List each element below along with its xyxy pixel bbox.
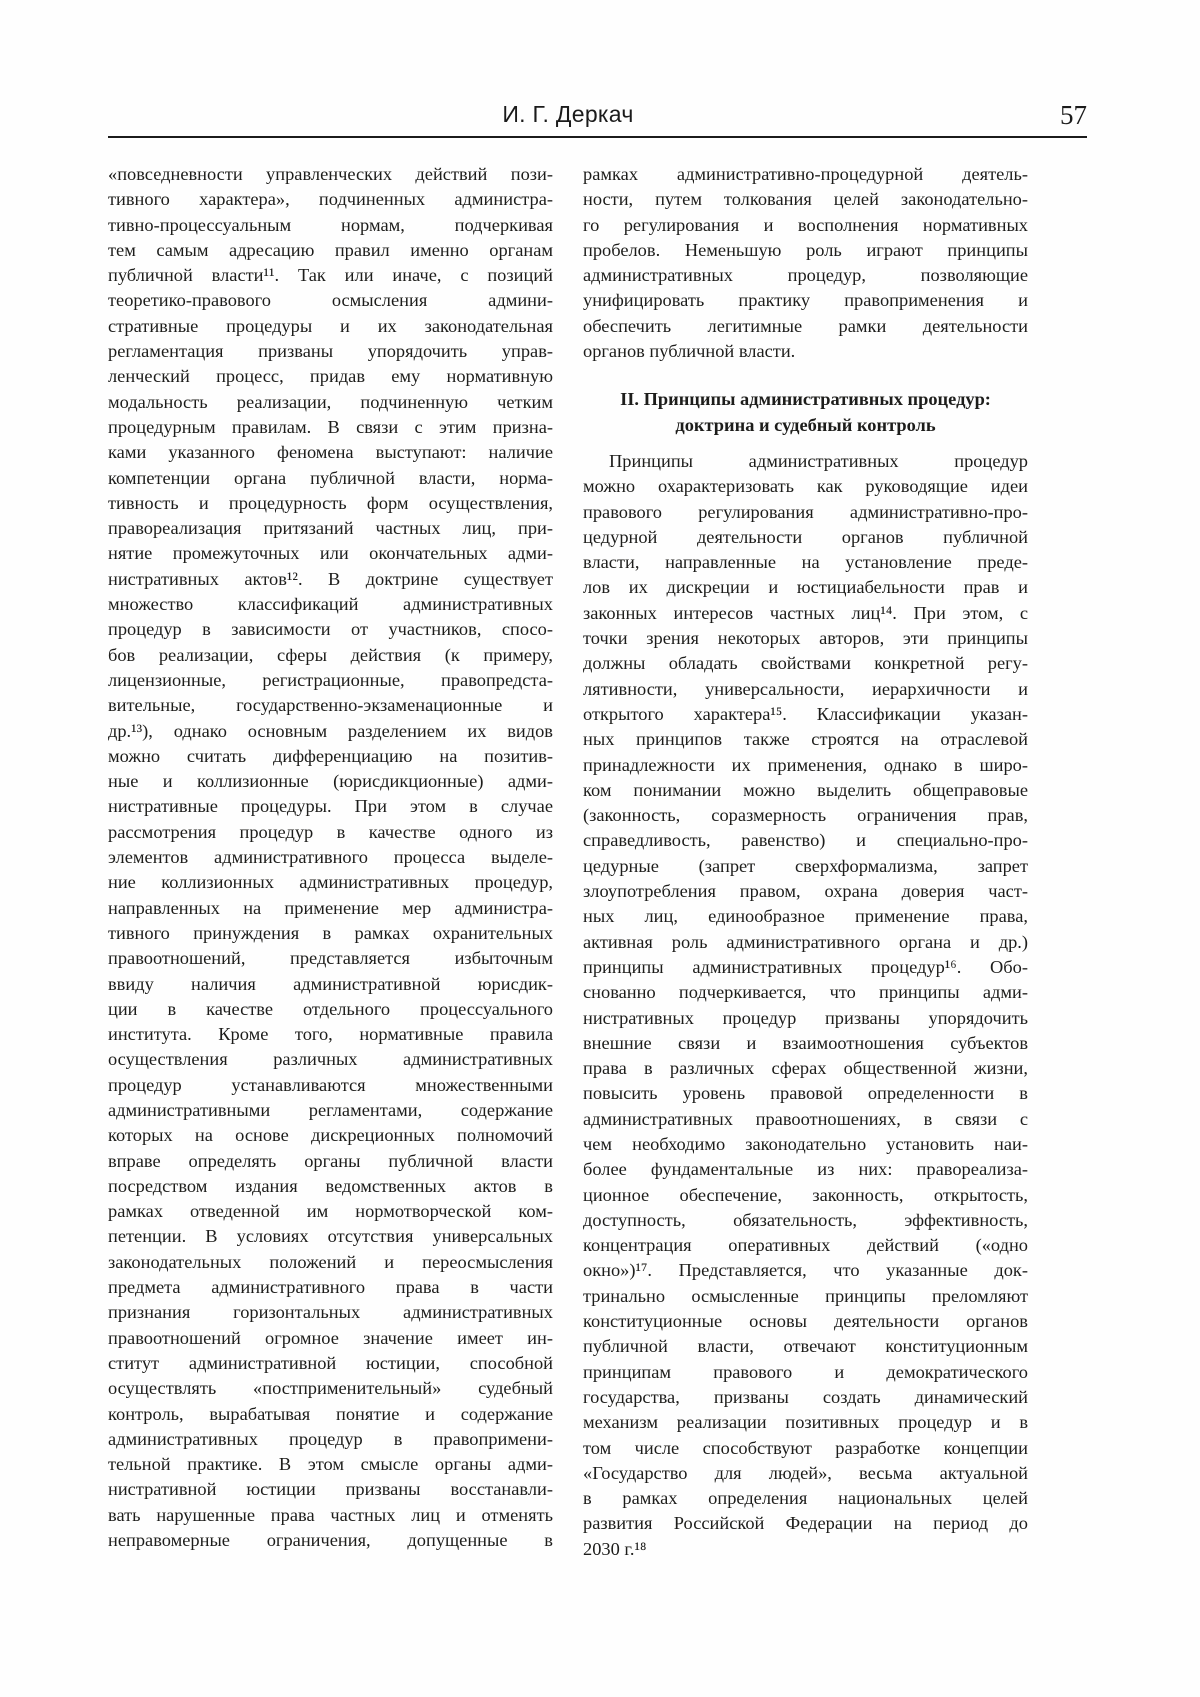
text-line: ком понимании можно выделить общеправовые bbox=[583, 779, 1028, 800]
running-head-author: И. Г. Деркач bbox=[502, 101, 634, 127]
text-line: тивно-процессуальным нормам, подчеркивая bbox=[108, 214, 553, 235]
text-line: стративные процедуры и их законодательная bbox=[108, 315, 553, 336]
text-line: пробелов. Неменьшую роль играют принципы bbox=[583, 239, 1028, 260]
text-line: органов публичной власти. bbox=[583, 341, 796, 362]
text-line: ции в качестве отдельного процессуального bbox=[108, 998, 553, 1019]
text-line: тем самым адресацию правил именно органам bbox=[108, 239, 553, 260]
text-line: компетенции органа публичной власти, норма- bbox=[108, 467, 553, 488]
text-line: тельной практике. В этом смысле органы адми- bbox=[108, 1454, 553, 1475]
text-line: власти, направленные на установление преде- bbox=[583, 552, 1028, 573]
text-line: более фундаментальные из них: правореализа- bbox=[583, 1159, 1028, 1180]
text-line: в рамках определения национальных целей bbox=[583, 1488, 1028, 1509]
text-line: концентрация оперативных действий («одно bbox=[583, 1235, 1028, 1256]
paragraph bbox=[108, 162, 553, 1553]
text-line: активная роль административного органа и др.) bbox=[583, 931, 1028, 952]
text-line: вправе определять органы публичной власти bbox=[108, 1150, 553, 1171]
text-line: рамках отведенной им нормотворческой ком- bbox=[108, 1201, 553, 1222]
text-line: бов реализации, сферы действия (к примеру, bbox=[108, 644, 553, 665]
text-line: должны обладать свойствами конкретной регу- bbox=[583, 653, 1028, 674]
text-line: процедурным правилам. В связи с этим призна- bbox=[108, 416, 553, 437]
paragraph bbox=[583, 449, 1028, 1562]
text-line: рамках административно-процедурной деятель- bbox=[583, 164, 1028, 184]
paragraph bbox=[583, 162, 1028, 364]
text-line: неправомерные ограничения, допущенные в bbox=[108, 1530, 553, 1551]
text-line: принципы административных процедур¹⁶. Обо- bbox=[583, 956, 1028, 977]
text-line: тивного принуждения в рамках охранительных bbox=[108, 922, 553, 943]
text-line: административных правоотношениях, в связи с bbox=[583, 1108, 1028, 1129]
text-line: процедур устанавливаются множественными bbox=[108, 1074, 553, 1095]
text-line: административными регламентами, содержание bbox=[108, 1099, 553, 1120]
page-header bbox=[108, 88, 1087, 138]
section-heading bbox=[583, 387, 1028, 438]
text-line: направленных на применение мер администра- bbox=[108, 897, 553, 918]
text-line: «Государство для людей», весьма актуальной bbox=[583, 1462, 1028, 1483]
text-line: механизм реализации позитивных процедур и в bbox=[583, 1412, 1028, 1433]
right-column bbox=[583, 162, 1028, 1562]
heading-line: II. Принципы административных процедур: bbox=[620, 389, 991, 410]
text-line: признания горизонтальных административных bbox=[108, 1302, 553, 1323]
text-line: правореализация притязаний частных лиц, при- bbox=[108, 518, 553, 539]
text-line: принципам правового и демократического bbox=[583, 1361, 1028, 1382]
text-line: точки зрения некоторых авторов, эти принципы bbox=[583, 628, 1028, 649]
text-line: вительные, государственно-экзаменационные и bbox=[108, 695, 553, 716]
text-line: ности, путем толкования целей законодательно- bbox=[583, 189, 1028, 210]
text-line: (законность, соразмерность ограничения прав, bbox=[583, 805, 1028, 826]
text-line: открытого характера¹⁵. Классификации указан- bbox=[583, 703, 1028, 724]
two-column-text-body bbox=[108, 162, 1028, 1562]
text-line: внешние связи и взаимоотношения субъектов bbox=[583, 1032, 1028, 1053]
text-line: тивного характера», подчиненных администра- bbox=[108, 189, 553, 210]
page-number: 57 bbox=[1060, 100, 1087, 130]
text-line: нятие промежуточных или окончательных адми- bbox=[108, 543, 553, 564]
text-line: ных лиц, единообразное применение права, bbox=[583, 906, 1028, 927]
text-line: осуществления различных административных bbox=[108, 1049, 553, 1070]
text-line: ние коллизионных административных процедур, bbox=[108, 872, 553, 893]
text-line: 2030 г.¹⁸ bbox=[583, 1538, 647, 1559]
text-line: можно охарактеризовать как руководящие идеи bbox=[583, 476, 1028, 497]
text-line: ками указанного феномена выступают: наличие bbox=[108, 442, 553, 463]
text-line: злоупотребления правом, охрана доверия част- bbox=[583, 881, 1028, 902]
text-line: ленческий процесс, придав ему нормативную bbox=[108, 366, 553, 387]
text-line: тринально осмысленные принципы преломляют bbox=[583, 1285, 1028, 1306]
text-line: рассмотрения процедур в качестве одного из bbox=[108, 821, 553, 842]
text-line: конституционные основы деятельности органов bbox=[583, 1311, 1028, 1332]
text-line: нистративной юстиции призваны восстанавли- bbox=[108, 1479, 553, 1500]
text-line: ционное обеспечение, законность, открытость, bbox=[583, 1184, 1028, 1205]
text-line: ные и коллизионные (юрисдикционные) адми- bbox=[108, 771, 553, 792]
text-line: цедурные (запрет сверхформализма, запрет bbox=[583, 855, 1028, 876]
text-line: унифицировать практику правоприменения и bbox=[583, 290, 1028, 311]
text-line: правоотношений, представляется избыточным bbox=[108, 948, 553, 969]
text-line: теоретико-правового осмысления админи- bbox=[108, 290, 553, 311]
text-line: регламентация призваны упорядочить управ- bbox=[108, 341, 553, 362]
text-line: петенции. В условиях отсутствия универсальных bbox=[108, 1226, 553, 1247]
text-line: предмета административного права в части bbox=[108, 1277, 553, 1298]
text-line: законодательных положений и переосмысления bbox=[108, 1251, 553, 1272]
text-line: лятивности, универсальности, иерархичности и bbox=[583, 678, 1028, 699]
text-line: чем необходимо законодательно установить наи- bbox=[583, 1133, 1028, 1154]
text-line: цедурной деятельности органов публичной bbox=[583, 526, 1028, 547]
left-column bbox=[108, 162, 553, 1562]
text-line: окно»)¹⁷. Представляется, что указанные док- bbox=[583, 1260, 1028, 1281]
text-line: ститут административной юстиции, способной bbox=[108, 1352, 553, 1373]
text-line: том числе способствуют разработке концепции bbox=[583, 1437, 1028, 1458]
text-line: института. Кроме того, нормативные правила bbox=[108, 1024, 553, 1045]
text-line: ных принципов также строятся на отраслевой bbox=[583, 729, 1028, 750]
text-line: элементов административного процесса выделе- bbox=[108, 847, 553, 868]
text-line: др.¹³), однако основным разделением их видов bbox=[108, 720, 553, 741]
text-line: публичной власти¹¹. Так или иначе, с позиций bbox=[108, 265, 553, 286]
text-line: законных интересов частных лиц¹⁴. При этом, с bbox=[583, 602, 1028, 623]
text-line: Принципы административных процедур bbox=[609, 450, 1028, 471]
text-line: повысить уровень правовой определенности в bbox=[583, 1083, 1028, 1104]
text-line: права в различных сферах общественной жизни, bbox=[583, 1058, 1028, 1079]
text-line: обеспечить легитимные рамки деятельности bbox=[583, 315, 1028, 336]
text-line: осуществлять «постприменительный» судебный bbox=[108, 1378, 553, 1399]
text-line: множество классификаций административных bbox=[108, 594, 553, 615]
text-line: нистративных процедур призваны упорядочить bbox=[583, 1007, 1028, 1028]
text-line: вать нарушенные права частных лиц и отменять bbox=[108, 1504, 553, 1525]
text-line: административных процедур, позволяющие bbox=[583, 265, 1028, 286]
text-line: го регулирования и восполнения нормативных bbox=[583, 214, 1028, 235]
text-line: принадлежности их применения, однако в широ- bbox=[583, 754, 1028, 775]
text-line: можно считать дифференциацию на позитив- bbox=[108, 745, 553, 766]
text-line: модальность реализации, подчиненную четким bbox=[108, 391, 553, 412]
text-line: лицензионные, регистрационные, правопредста- bbox=[108, 669, 553, 690]
text-line: развития Российской Федерации на период до bbox=[583, 1513, 1028, 1534]
text-line: контроль, вырабатывая понятие и содержание bbox=[108, 1403, 553, 1424]
text-line: административных процедур в правопримени- bbox=[108, 1428, 553, 1449]
text-line: государства, призваны создать динамический bbox=[583, 1386, 1028, 1407]
text-line: тивность и процедурность форм осуществления, bbox=[108, 492, 553, 513]
text-line: доступность, обязательность, эффективность, bbox=[583, 1209, 1028, 1230]
text-line: которых на основе дискреционных полномочий bbox=[108, 1125, 553, 1146]
text-line: нистративных актов¹². В доктрине существует bbox=[108, 568, 553, 589]
text-line: лов их дискреции и юстициабельности прав и bbox=[583, 577, 1028, 598]
text-line: «повседневности управленческих действий пози- bbox=[108, 164, 553, 184]
text-line: ввиду наличия административной юрисдик- bbox=[108, 973, 553, 994]
text-line: процедур в зависимости от участников, спосо- bbox=[108, 619, 553, 640]
text-line: справедливость, равенство) и специально-про- bbox=[583, 830, 1028, 851]
heading-line: доктрина и судебный контроль bbox=[675, 414, 936, 435]
text-line: правоотношений огромное значение имеет ин- bbox=[108, 1327, 553, 1348]
text-line: посредством издания ведомственных актов в bbox=[108, 1175, 553, 1196]
text-line: публичной власти, отвечают конституционным bbox=[583, 1336, 1028, 1357]
text-line: снованно подчеркивается, что принципы адми- bbox=[583, 982, 1028, 1003]
text-line: нистративные процедуры. При этом в случае bbox=[108, 796, 553, 817]
text-line: правового регулирования административно-про- bbox=[583, 501, 1028, 522]
